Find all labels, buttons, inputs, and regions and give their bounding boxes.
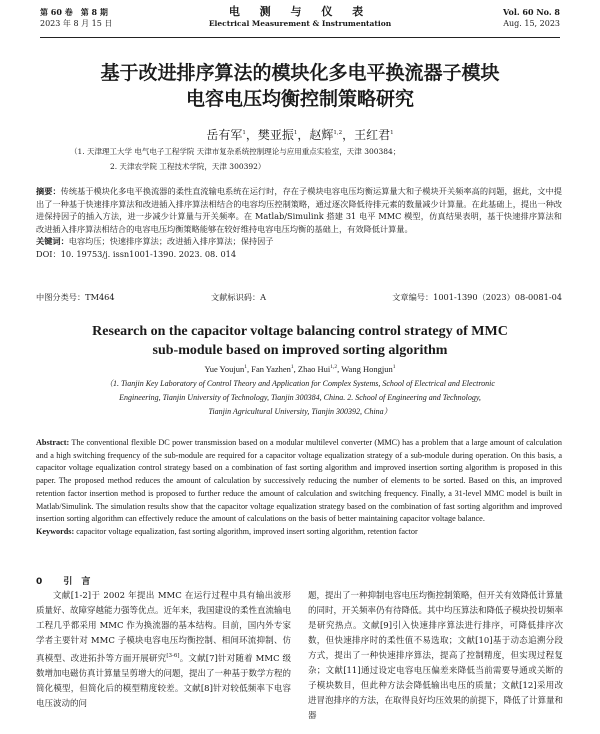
abstract-en-text: The conventional flexible DC power transmission based on a modular multilevel converter (MMC) has a problem that a large amount of calculation and a high switching frequency of the sub-module are required for a capacitor voltage equalization strategy of a sub-module during operation. On this basis, a capacitor voltage equalization control strategy based on a combination of fast sorting algorithm and improved insertion sorting algorithm is proposed in this paper. The proposed method reduces the amount of calculation by successively reducing the number of elements to be sorted. Based on this, an improved retention factor insertion method is proposed to further reduce the amount of calculation and switching frequency. Finally, a 31-level MMC model is built in Matlab/Simulink. The simulation results show that the capacitor voltage equalization strategy based on the combination of fast sorting algorithm and improved insertion sorting algorithm can effectively reduce the amount of calculations on the basis of better maintaining capacitor voltage balance. xyxy=(36,438,562,524)
body-column-left xyxy=(36,589,291,712)
affiliations-cn xyxy=(70,144,550,174)
section-heading xyxy=(36,574,90,587)
author-cn-3: ，赵辉 xyxy=(297,128,334,142)
journal-name-en: Electrical Measurement & Instrumentation xyxy=(208,19,392,28)
keywords-cn-label: 关键词： xyxy=(36,236,69,247)
author-cn-4: ，王红君 xyxy=(342,128,391,142)
affiliations-en xyxy=(50,377,550,419)
section-number: 0 xyxy=(36,577,43,587)
clc-number: 中图分类号：TM464 xyxy=(36,292,115,302)
author-en-2: , Fan Yazhen xyxy=(246,364,291,374)
keywords-en-label: Keywords: xyxy=(36,526,75,536)
author-cn-1: 岳有军 xyxy=(206,128,243,142)
author-en-1: Yue Youjun xyxy=(204,364,245,374)
classification-row xyxy=(36,292,562,304)
abstract-cn-label: 摘要： xyxy=(36,186,61,196)
affiliation-en-1: （1. Tianjin Key Laboratory of Control Theory and Application for Complex Systems, School of Electrical and Electronic xyxy=(105,379,495,388)
document-code: 文献标识码：A xyxy=(211,292,267,302)
author-cn-3-affil: 1,2 xyxy=(333,130,343,136)
title-en-line2: sub-module based on improved sorting algorithm xyxy=(152,343,448,358)
affiliation-en-3: Tianjin Agricultural University, Tianjin 300392, China） xyxy=(208,407,392,416)
doi: DOI：10. 19753/j. issn1001-1390. 2023. 08. 014 xyxy=(36,248,237,259)
title-en-line1: Research on the capacitor voltage balancing control strategy of MMC xyxy=(92,324,508,339)
author-en-4-affil: 1 xyxy=(392,364,396,371)
abstract-en-label: Abstract: xyxy=(36,438,70,447)
body-left-p1b: 。文献[7]针对随着 MMC 级数增加电磁仿真计算量呈剪增大的问题，提出了一种基于数学方程的简化模型，但简化后的模型精度较差。文献[8]针对较低频率下电容电压波动的问 xyxy=(36,653,292,709)
body-left-ref: [3-6] xyxy=(166,653,180,659)
section-title: 引 言 xyxy=(63,577,91,587)
authors-cn xyxy=(20,126,580,143)
abstract-cn xyxy=(36,185,562,261)
journal-header xyxy=(40,6,560,36)
abstract-cn-text: 传统基于模块化多电平换流器的柔性直流输电系统在运行时，存在子模块电容电压均衡运算量大和子模块开关频率高的问题，据此，文中提出了一种基于快速排序算法和改进插入排序算法相结合的电容均压控制策略，通过逐次降低待排元素的数量减少计算量。在此基础上，提出一种改进保持因子的插入方法，进一步减少计算量与开关频率。在 Matlab/Simulink 搭建 31 电平 MMC 模型，仿真结果表明，基于快速排序算法和改进插入排序算法相结合的电容电压均衡策略能够在较好维持电容电压均衡的基础上，有效降低计算量。 xyxy=(36,186,562,234)
author-en-2-affil: 1 xyxy=(290,364,294,371)
date-en: Aug. 15, 2023 xyxy=(503,19,560,28)
title-cn xyxy=(20,60,580,112)
date-cn: 2023 年 8 月 15 日 xyxy=(40,19,113,28)
author-cn-2-affil: 1 xyxy=(293,130,298,136)
header-center xyxy=(40,6,560,30)
title-cn-line2: 电容电压均衡控制策略研究 xyxy=(185,88,414,110)
keywords-cn: 电容均压；快速排序算法；改进插入排序算法；保持因子 xyxy=(68,236,274,247)
header-rule xyxy=(40,37,560,38)
body-left-p1: 文献[1-2]于 2002 年提出 MMC 在运行过程中具有输出波形质量好、故障穿越能力强等优点。近年来，我国建设的柔性直流输电工程几乎都采用 MMC 作为换流器的基本结构。目前，国内外专家学者主要针对 MMC 子模块电容电压均衡控制、相间环流抑制、仿真模型、改进拓扑等方面开展研究 xyxy=(36,591,292,664)
author-cn-4-affil: 1 xyxy=(390,130,394,136)
affiliation-cn-1: （1. 天津理工大学 电气电子工程学院 天津市复杂系统控制理论与应用重点实验室，天津 300384； xyxy=(70,147,401,156)
author-en-1-affil: 1 xyxy=(244,364,247,371)
journal-name-cn: 电 测 与 仪 表 xyxy=(228,5,372,18)
body-right-p1: 题，提出了一种抑制电容电压均衡控制策略，但开关有效降低计算量的同时，开关频率仍有待降低。其中均压算法和降低子模块投切频率是研究热点。文献[9]引入快速排序算法进行排序，可降低排序次数，但快速排序时的柔性值不易选取；文献[10]基于动态追溯分段方式，提出了一种快速排序算法，提高了控制精度，但实现过程复杂；文献[11]通过设定电容电压偏差来降低当前需要导通或关断的子模块数目，但此种方法会降低输出电压的质量；文献[12]采用改进冒泡排序的方法，在取得良好均压效果的前提下，降低了计算量和器 xyxy=(308,591,564,721)
keywords-en: capacitor voltage equalization, fast sorting algorithm, improved insert sorting algorithm, retention factor xyxy=(76,526,418,536)
affiliation-cn-2: 2. 天津农学院 工程技术学院，天津 300392） xyxy=(110,162,266,171)
article-number: 文章编号：1001-1390（2023）08-0081-04 xyxy=(392,292,562,302)
title-cn-line1: 基于改进排序算法的模块化多电平换流器子模块 xyxy=(100,62,500,84)
volume-en: Vol. 60 No. 8 xyxy=(503,7,560,17)
header-right xyxy=(503,6,560,30)
affiliation-en-2: Engineering, Tianjin University of Technology, Tianjin 300384, China. 2. School of Engineering and Technology, xyxy=(119,393,481,402)
authors-en xyxy=(20,364,580,374)
author-cn-1-affil: 1 xyxy=(242,130,246,136)
author-en-3-affil: 1,2 xyxy=(330,364,338,371)
author-cn-2: ，樊亚振 xyxy=(245,128,294,142)
author-en-4: , Wang Hongjun xyxy=(337,364,393,374)
body-column-right xyxy=(308,589,563,724)
title-en xyxy=(20,322,580,360)
author-en-3: , Zhao Hui xyxy=(293,364,331,374)
abstract-en xyxy=(36,437,562,539)
volume-issue: 第 60 卷 第 8 期 xyxy=(40,7,108,17)
